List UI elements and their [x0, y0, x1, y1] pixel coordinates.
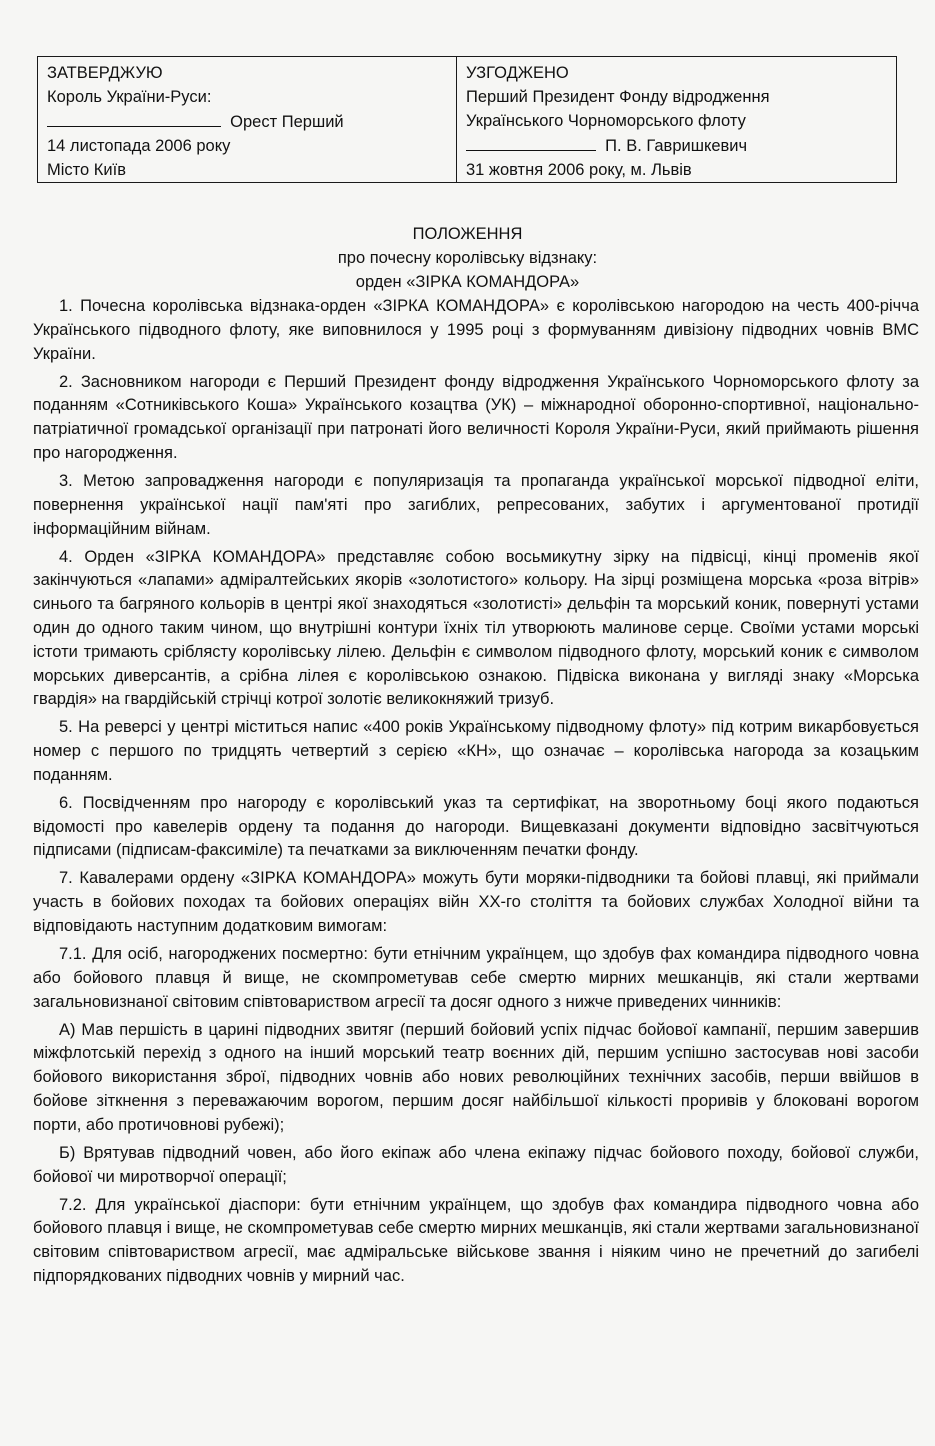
- paragraph-7-2: 7.2. Для української діаспори: бути етнічним українцем, що здобув фах командира підводного човна або бойового плавця і вище, не скомпрометував себе смертю мирних мешканців, які стали жертвами загальновизнаної світовим співтовариством агресії, має адміральське військове звання і ніяким чино не пречетний до загибелі підпорядкованих підводних човнів у мирний час.: [33, 1195, 919, 1285]
- paragraph-4: 4. Орден «ЗІРКА КОМАНДОРА» представляє собою восьмикутну зірку на підвісці, кінці променів якої закінчуються «лапами» адміралтейських якорів «золотистого» кольору. На зірці розміщена морська «роза вітрів» синього та багряного кольорів в центрі якої знаходяться «золотисті» дельфін та морський коник, повернуті устами один до одного таким чином, що внутрішні контури їхніх тіл утворюють малинове серце. Своїми устами морські істоти тримають сріблясту королівську лілею. Дельфін є символом підводного флоту, морський коник є символом морських диверсантів, а срібна лілея є королівською ознакою. Підвіска виконана у вигляді знаку «Морська гвардія» на гвардійській стрічці котрої золотіє великокняжий тризуб.: [33, 547, 919, 709]
- approval-date: 14 листопада 2006 року: [47, 137, 231, 155]
- paragraph-7-1-a: А) Мав першість в царині підводних звитяг (перший бойовий успіх підчас бойової кампанії, першим завершив міжфлотській перехід з одного на інший морський театр воєнних дій, першим успішно застосував нові засоби бойового використання зброї, підводних човнів або нових революційних технічних засобів, перши ввійшов в бойове зіткнення з переважаючим ворогом, першим досяг найбільшої кількості проривів у блоковані ворогом порти, або протичовнові рубежі);: [33, 1020, 919, 1134]
- approval-cell: [38, 57, 457, 183]
- agreement-heading: УЗГОДЖЕНО: [466, 64, 569, 82]
- agreer-signature-line: [466, 133, 896, 158]
- paragraph-7-1-b: Б) Врятував підводний човен, або його екіпаж або члена екіпажу підчас бойового походу, бойової служби, бойової чи миротворчої операції;: [33, 1143, 919, 1186]
- title-line-2: про почесну королівську відзнаку:: [337, 249, 598, 267]
- signature-blank: [466, 133, 596, 151]
- agreement-cell: [457, 57, 897, 183]
- agreement-date-place: 31 жовтня 2006 року, м. Львів: [466, 161, 692, 179]
- paragraph-6: 6. Посвідченням про нагороду є королівський указ та сертифікат, на зворотньому боці якого подаються відомості про кавелерів ордену та подання до нагороди. Вищевказані документи відповідно засвітчуються підписами (підписам-факсиміле) та печатками за виключенням печатки фонду.: [33, 793, 919, 860]
- paragraph-3: 3. Метою запровадження нагороди є популяризація та пропаганда української морської підводної еліти, повернення української нації пам'яті про загиблих, репресованих, забутих і аргументованої протидії інформаційним війнам.: [33, 471, 919, 538]
- approver-position: Король України-Руси:: [47, 88, 212, 106]
- title-line-3: орден «ЗІРКА КОМАНДОРА»: [355, 273, 580, 291]
- approver-signature-line: [47, 109, 456, 134]
- approval-heading: ЗАТВЕРДЖУЮ: [47, 64, 163, 82]
- approval-header-table: [37, 56, 897, 183]
- document-body: [33, 295, 919, 1293]
- paragraph-7: 7. Кавалерами ордену «ЗІРКА КОМАНДОРА» можуть бути моряки-підводники та бойові плавці, які приймали участь в бойових походах та бойових операціях війн XX-го століття та бойових службах Холодної війни та відповідають наступним додатковим вимогам:: [33, 869, 919, 936]
- approver-name: Орест Перший: [230, 113, 344, 131]
- signature-blank: [47, 109, 221, 127]
- paragraph-1: 1. Почесна королівська відзнака-орден «ЗІРКА КОМАНДОРА» є королівською нагородою на честь 400-річча Українського підводного флоту, яке виповнилося у 1995 році з формуванням дивізіону підводних човнів ВМС України.: [33, 297, 919, 363]
- approval-place: Місто Київ: [47, 161, 126, 179]
- paragraph-7-1: 7.1. Для осіб, нагороджених посмертно: бути етнічним українцем, що здобув фах командира підводного човна або бойового плавця й вище, не скомпрометував себе смертю мирних мешканців, які стали жертвами загальновизнаної світовим співтовариством агресії та досяг одного з нижче приведених чинників:: [33, 945, 919, 1011]
- agreer-position-line1: Перший Президент Фонду відродження: [466, 88, 770, 106]
- title-line-1: ПОЛОЖЕННЯ: [412, 225, 523, 243]
- paragraph-2: 2. Засновником нагороди є Перший Президент фонду відродження Українського Чорноморського флоту за поданням «Сотниківського Коша» Українського козацтва (УК) – міжнародної оборонно-спортивної, національно-патріатичної громадської організації при патронаті його величності Короля України-Руси, який приймають рішення про нагородження.: [33, 372, 919, 462]
- agreer-name: П. В. Гавришкевич: [605, 137, 748, 155]
- document-title: [0, 222, 935, 294]
- agreer-position-line2: Українського Чорноморського флоту: [466, 112, 746, 130]
- paragraph-5: 5. На реверсі у центрі міститься напис «400 років Українському підводному флоту» під котрим викарбовується номер с першого по тридцять четвертий з серією «КН», що означає – королівська нагорода за козацьким поданням.: [33, 718, 919, 784]
